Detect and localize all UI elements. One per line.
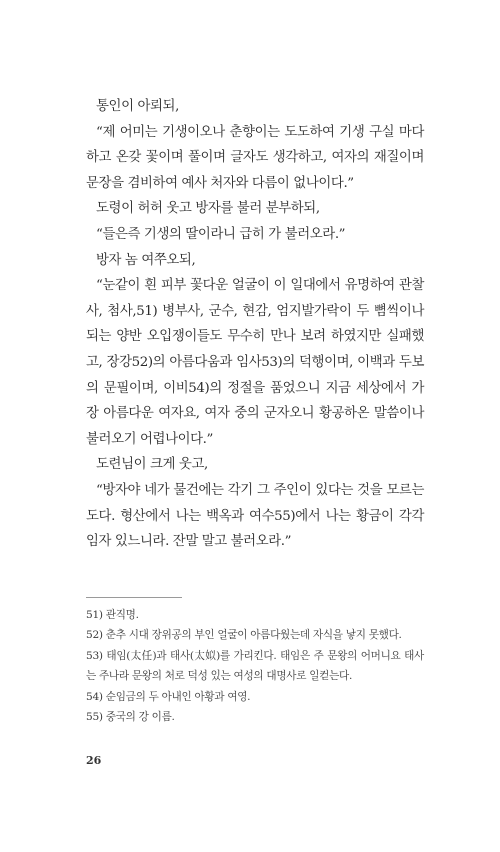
footnote-divider bbox=[86, 597, 182, 598]
paragraph: “방자야 네가 물건에는 각기 그 주인이 있다는 것을 모르는도다. 형산에서 나는 백옥과 여수55)에서 나는 황금이 각각 임자 있느니라. 잔말 말고 불러오라.” bbox=[86, 482, 424, 550]
paragraph: “들은즉 기생의 딸이라니 급히 가 불러오라.” bbox=[96, 226, 346, 242]
paragraph: “눈같이 흰 피부 꽃다운 얼굴이 이 일대에서 유명하여 관찰사, 첨사,51) 병부사, 군수, 현감, 엄지발가락이 두 뼘씩이나 되는 양반 오입쟁이들도 무수히 만나 보려 하였지만 실패했고, 장강52)의 아름다움과 임사53)의 덕행이며, 이백과 두보의 문필이며, 이비54)의 정절을 품었으니 지금 세상에서 가장 아름다운 여자요, 여자 중의 군자오니 황공하온 말씀이나 불러오기 어렵나이다.” bbox=[86, 278, 424, 447]
footnote: 55) 중국의 강 이름. bbox=[86, 711, 175, 724]
paragraph: 도련님이 크게 웃고, bbox=[96, 457, 208, 473]
footnote: 53) 태임(太任)과 태사(太姒)를 가리킨다. 태임은 주 문왕의 어머니요 태사는 주나라 문왕의 처로 덕성 있는 여성의 대명사로 일컫는다. bbox=[86, 649, 424, 683]
footnotes bbox=[86, 605, 424, 727]
footnote: 54) 순임금의 두 아내인 아황과 여영. bbox=[86, 690, 251, 703]
footnote: 51) 관직명. bbox=[86, 609, 139, 621]
paragraph: “제 어미는 기생이오나 춘향이는 도도하여 기생 구실 마다하고 온갖 꽃이며 풀이며 글자도 생각하고, 여자의 재질이며 문장을 겸비하여 예사 처자와 다름이 없나이다.” bbox=[86, 124, 424, 191]
body-text bbox=[86, 94, 424, 555]
paragraph: 방자 놈 여쭈오되, bbox=[96, 252, 196, 268]
footnote: 52) 춘추 시대 장위공의 부인 얼굴이 아름다웠는데 자식을 낳지 못했다. bbox=[86, 629, 402, 642]
paragraph: 도령이 허허 웃고 방자를 불러 분부하되, bbox=[96, 201, 320, 217]
paragraph: 통인이 아뢰되, bbox=[96, 99, 179, 114]
page-number: 26 bbox=[86, 754, 102, 767]
